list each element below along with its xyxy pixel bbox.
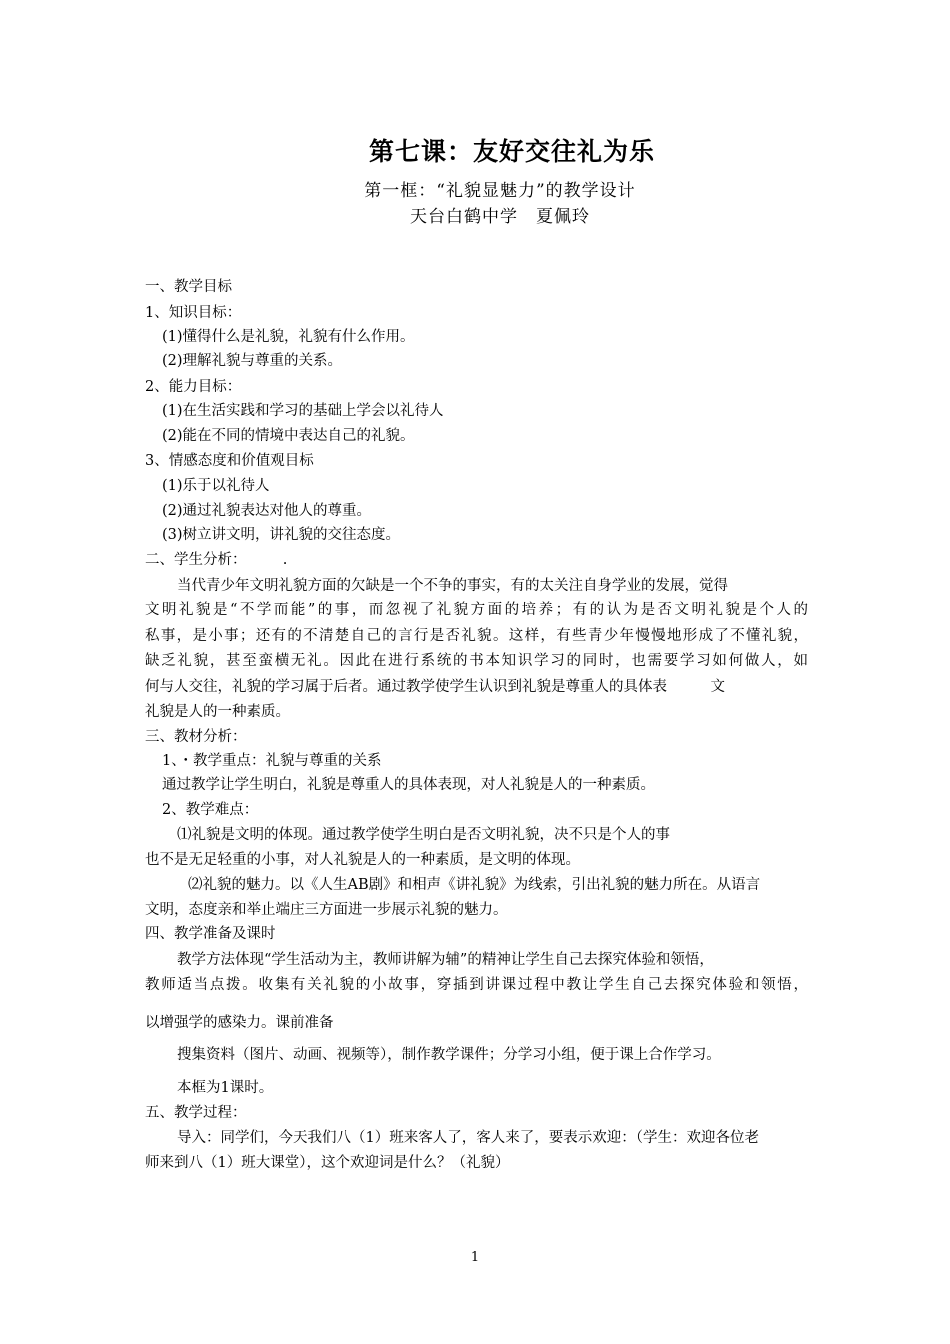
subheading-ability: 2、能力目标： [145, 379, 242, 395]
section-heading-objectives: 一、教学目标 [145, 279, 232, 295]
subheading-difficulty: 2、教学难点： [162, 802, 259, 818]
paragraph-line: 文明，态度亲和举止端庄三方面进一步展示礼貌的魅力。 [145, 902, 508, 918]
list-item: (3)树立讲文明，讲礼貌的交往态度。 [162, 527, 401, 543]
author-line: 天台白鹤中学 夏佩玲 [410, 207, 590, 227]
subheading-attitude: 3、情感态度和价值观目标 [145, 453, 314, 469]
paragraph-line: 教学方法体现“学生活动为主，教师讲解为辅”的精神让学生自己去探究体验和领悟， [177, 952, 714, 968]
paragraph-line: 文明礼貌是“不学而能”的事，而忽视了礼貌方面的培养；有的认为是否文明礼貌是个人的 [145, 602, 808, 618]
paragraph-line: 以增强学的感染力。课前准备 [145, 1015, 334, 1031]
paragraph-line: 礼貌是人的一种素质。 [145, 704, 290, 720]
list-item: (1)乐于以礼待人 [162, 478, 270, 494]
subheading-knowledge: 1、知识目标： [145, 305, 242, 321]
paragraph-line: 本框为1课时。 [177, 1080, 274, 1096]
section-heading-students: 二、学生分析： . [145, 552, 288, 568]
section-heading-process: 五、教学过程： [145, 1105, 247, 1121]
paragraph-line: 通过教学让学生明白，礼貌是尊重人的具体表现，对人礼貌是人的一种素质。 [162, 777, 655, 793]
subheading-key-point: 1、・教学重点：礼貌与尊重的关系 [162, 753, 382, 769]
list-item: (1)在生活实践和学习的基础上学会以礼待人 [162, 403, 444, 419]
paragraph-line: 何与人交往，礼貌的学习属于后者。通过教学使学生认识到礼貌是尊重人的具体表 文 [145, 679, 725, 695]
paragraph-line: ⑴礼貌是文明的体现。通过教学使学生明白是否文明礼貌，决不只是个人的事 [177, 827, 670, 843]
paragraph-line: 私事，是小事；还有的不清楚自己的言行是否礼貌。这样，有些青少年慢慢地形成了不懂礼貌， [145, 628, 808, 644]
list-item: (1)懂得什么是礼貌，礼貌有什么作用。 [162, 329, 415, 345]
paragraph-line: 当代青少年文明礼貌方面的欠缺是一个不争的事实，有的太关注自身学业的发展，觉得 [177, 578, 728, 594]
paragraph-line: 搜集资料（图片、动画、视频等），制作教学课件；分学习小组，便于课上合作学习。 [177, 1047, 721, 1063]
list-item: (2)理解礼貌与尊重的关系。 [162, 353, 343, 369]
page-title: 第七课：友好交往礼为乐 [368, 137, 655, 166]
paragraph-line: 教师适当点拨。收集有关礼貌的小故事，穿插到讲课过程中教让学生自己去探究体验和领悟， [145, 977, 808, 993]
page-subtitle: 第一框：“礼貌显魅力”的教学设计 [364, 181, 636, 201]
paragraph-line: 师来到八（1）班大课堂），这个欢迎词是什么？（礼貌） [145, 1155, 510, 1171]
section-heading-preparation: 四、教学准备及课时 [145, 926, 276, 942]
section-heading-materials: 三、教材分析： [145, 729, 247, 745]
paragraph-line: 缺乏礼貌，甚至蛮横无礼。因此在进行系统的书本知识学习的同时，也需要学习如何做人，如 [145, 653, 808, 669]
list-item: (2)能在不同的情境中表达自己的礼貌。 [162, 428, 415, 444]
paragraph-line: ⑵礼貌的魅力。以《人生AB剧》和相声《讲礼貌》为线索，引出礼貌的魅力所在。从语言 [188, 877, 761, 893]
paragraph-line: 导入：同学们，今天我们八（1）班来客人了，客人来了，要表示欢迎：（学生：欢迎各位老 [177, 1130, 759, 1146]
list-item: (2)通过礼貌表达对他人的尊重。 [162, 503, 372, 519]
page-number: 1 [470, 1250, 480, 1265]
paragraph-line: 也不是无足轻重的小事，对人礼貌是人的一种素质，是文明的体现。 [145, 852, 580, 868]
